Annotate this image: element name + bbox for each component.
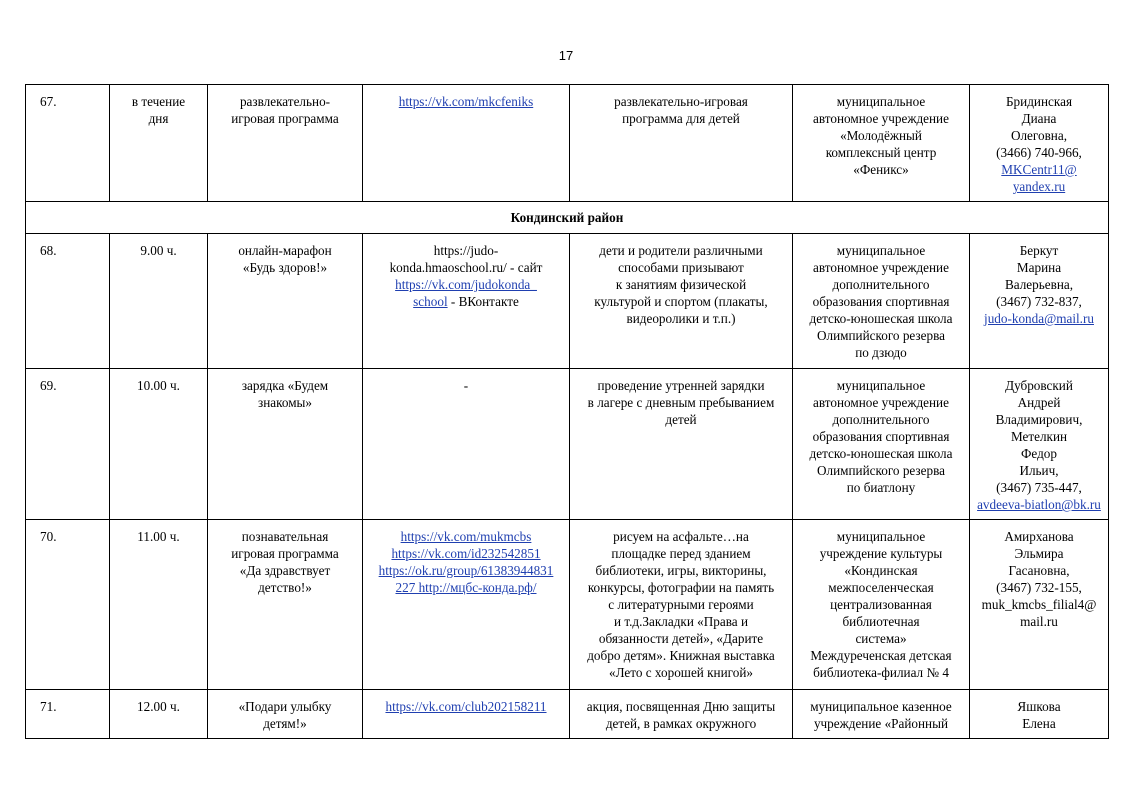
text-fragment: Дубровский: [1005, 378, 1073, 393]
contact-line: [976, 545, 1102, 562]
text-fragment: (3466) 740-966,: [996, 145, 1082, 160]
description-line: добро детям». Книжная выставка: [587, 648, 775, 663]
organization-cell: [793, 234, 970, 369]
description-line: проведение утренней зарядки: [597, 378, 765, 393]
organization-line: библиотечная: [842, 614, 920, 629]
contact-line: [976, 144, 1102, 161]
text-fragment: Гасановна,: [1008, 563, 1070, 578]
organization-line: комплексный центр: [825, 145, 937, 160]
table-row: [26, 690, 1109, 739]
table-row: [26, 520, 1109, 690]
text-fragment: - ВКонтакте: [447, 294, 519, 309]
description-line: с литературными героями: [608, 597, 754, 612]
text-fragment: Ильич,: [1019, 463, 1059, 478]
description-cell: [570, 234, 793, 369]
time-cell: [110, 369, 208, 520]
link-line[interactable]: [369, 528, 563, 545]
format-line: игровая программа: [231, 546, 339, 561]
hyperlink[interactable]: https://vk.com/id232542851: [391, 546, 541, 561]
organization-cell: [793, 85, 970, 202]
contact-line: [976, 479, 1102, 496]
format-line: развлекательно-: [239, 94, 331, 109]
table-row: [26, 234, 1109, 369]
link-line: [369, 259, 563, 276]
contact-cell: [970, 85, 1109, 202]
time-line: 9.00 ч.: [140, 243, 177, 258]
link-line[interactable]: [369, 698, 563, 715]
link-cell: [363, 85, 570, 202]
hyperlink[interactable]: https://vk.com/mkcfeniks: [398, 94, 534, 109]
contact-line: [976, 428, 1102, 445]
description-cell: [570, 85, 793, 202]
text-fragment: Валерьевна,: [1004, 277, 1074, 292]
contact-line: [976, 293, 1102, 310]
format-line: игровая программа: [231, 111, 339, 126]
link-cell: [363, 520, 570, 690]
text-fragment: Андрей: [1017, 395, 1061, 410]
organization-line: муниципальное: [836, 94, 926, 109]
format-line: детям!»: [263, 716, 307, 731]
text-fragment: Владимирович,: [995, 412, 1083, 427]
description-line: культурой и спортом (плакаты,: [594, 294, 768, 309]
organization-line: система»: [855, 631, 907, 646]
section-title: Кондинский район: [26, 202, 1109, 234]
contact-line: [976, 528, 1102, 545]
text-fragment: -: [463, 378, 469, 393]
time-line: в течение: [131, 94, 186, 109]
text-fragment: Яшкова: [1017, 699, 1061, 714]
contact-line: [976, 377, 1102, 394]
contact-line: [976, 698, 1102, 715]
contact-line: [976, 259, 1102, 276]
time-cell: [110, 234, 208, 369]
organization-line: автономное учреждение: [813, 260, 949, 275]
description-line: дети и родители различными: [599, 243, 763, 258]
organization-line: учреждение культуры: [819, 546, 943, 561]
link-line[interactable]: [369, 579, 563, 596]
organization-line: учреждение «Районный: [813, 716, 949, 731]
contact-line[interactable]: [976, 310, 1102, 327]
time-cell: [110, 690, 208, 739]
text-fragment: muk_kmcbs_filial4@: [981, 597, 1097, 612]
text-fragment: Эльмира: [1014, 546, 1064, 561]
link-line[interactable]: [369, 293, 563, 310]
format-cell: [208, 369, 363, 520]
text-fragment: Бридинская: [1005, 94, 1073, 109]
format-line: детство!»: [258, 580, 312, 595]
description-cell: [570, 520, 793, 690]
link-line: [369, 377, 563, 394]
contact-line: [976, 110, 1102, 127]
organization-cell: [793, 520, 970, 690]
text-fragment: Марина: [1016, 260, 1062, 275]
organization-line: дополнительного: [832, 412, 930, 427]
organization-line: библиотека-филиал № 4: [813, 665, 949, 680]
description-cell: [570, 690, 793, 739]
page-number: 17: [558, 48, 574, 63]
time-line: дня: [148, 111, 169, 126]
format-line: «Да здравствует: [239, 563, 331, 578]
text-fragment: https://judo-: [433, 243, 499, 258]
text-fragment: Олеговна,: [1010, 128, 1068, 143]
description-line: детей: [665, 412, 697, 427]
organization-line: детско-юношеская школа: [809, 311, 953, 326]
description-line: детей, в рамках окружного: [605, 716, 757, 731]
description-line: обязанности детей», «Дарите: [598, 631, 764, 646]
organization-cell: [793, 690, 970, 739]
time-line: 10.00 ч.: [137, 378, 180, 393]
text-fragment: Федор: [1021, 446, 1057, 461]
organization-line: автономное учреждение: [813, 395, 949, 410]
description-line: площадке перед зданием: [611, 546, 751, 561]
link-cell: [363, 234, 570, 369]
organization-line: детско-юношеская школа: [809, 446, 953, 461]
time-line: 12.00 ч.: [137, 699, 180, 714]
organization-cell: [793, 369, 970, 520]
organization-line: «Феникс»: [853, 162, 909, 177]
text-fragment: (3467) 732-837,: [996, 294, 1082, 309]
description-line: рисуем на асфальте…на: [613, 529, 749, 544]
contact-line: [976, 462, 1102, 479]
format-line: онлайн-марафон: [238, 243, 332, 258]
contact-line: [976, 411, 1102, 428]
events-table: [25, 84, 1109, 739]
organization-line: Олимпийского резерва: [816, 328, 945, 343]
link-line[interactable]: [369, 562, 563, 579]
organization-line: муниципальное: [836, 243, 926, 258]
organization-line: межпоселенческая: [828, 580, 934, 595]
contact-line: [976, 276, 1102, 293]
description-line: «Лето с хорошей книгой»: [608, 665, 753, 680]
description-line: способами призывают: [618, 260, 744, 275]
contact-line: [976, 242, 1102, 259]
contact-line: [976, 715, 1102, 732]
description-line: к занятиям физической: [615, 277, 747, 292]
contact-line[interactable]: [976, 178, 1102, 195]
link-line[interactable]: [369, 545, 563, 562]
contact-cell: [970, 369, 1109, 520]
format-cell: [208, 85, 363, 202]
description-line: программа для детей: [622, 111, 740, 126]
hyperlink[interactable]: https://vk.com/judokonda_: [395, 277, 537, 292]
text-fragment: (3467) 735-447,: [996, 480, 1082, 495]
row-number: 70.: [26, 520, 110, 690]
format-cell: [208, 520, 363, 690]
link-line[interactable]: [369, 276, 563, 293]
hyperlink[interactable]: judo-konda@mail.ru: [984, 311, 1094, 326]
row-number: 71.: [26, 690, 110, 739]
link-cell: [363, 369, 570, 520]
organization-line: автономное учреждение: [813, 111, 949, 126]
organization-line: Олимпийского резерва: [816, 463, 945, 478]
row-number: 68.: [26, 234, 110, 369]
description-line: конкурсы, фотографии на память: [587, 580, 775, 595]
contact-line: [976, 562, 1102, 579]
hyperlink[interactable]: https://ok.ru/group/61383944831: [378, 563, 554, 578]
format-cell: [208, 690, 363, 739]
table-row: [26, 85, 1109, 202]
contact-line[interactable]: [976, 161, 1102, 178]
text-fragment: mail.ru: [1020, 614, 1058, 629]
hyperlink[interactable]: school: [413, 294, 448, 309]
description-line: развлекательно-игровая: [614, 94, 748, 109]
format-line: знакомы»: [258, 395, 312, 410]
contact-line[interactable]: [976, 496, 1102, 513]
hyperlink[interactable]: https://vk.com/mukmcbs: [400, 529, 532, 544]
contact-cell: [970, 520, 1109, 690]
description-line: библиотеки, игры, викторины,: [595, 563, 767, 578]
description-line: и т.д.Закладки «Права и: [613, 614, 749, 629]
organization-line: «Молодёжный: [840, 128, 922, 143]
organization-line: образования спортивная: [812, 294, 950, 309]
time-cell: [110, 520, 208, 690]
row-number: 69.: [26, 369, 110, 520]
description-line: акция, посвященная Дню защиты: [586, 699, 776, 714]
hyperlink[interactable]: https://vk.com/club202158211: [385, 699, 547, 714]
organization-line: по биатлону: [846, 480, 916, 495]
link-cell: [363, 690, 570, 739]
time-line: 11.00 ч.: [137, 529, 180, 544]
format-line: «Будь здоров!»: [242, 260, 328, 275]
contact-line: [976, 445, 1102, 462]
contact-line: [976, 613, 1102, 630]
hyperlink[interactable]: 227 http://мцбс-конда.рф/: [395, 580, 537, 595]
text-fragment: Елена: [1022, 716, 1056, 731]
organization-line: муниципальное казенное: [810, 699, 952, 714]
description-line: в лагере с дневным пребыванием: [587, 395, 775, 410]
organization-line: Междуреченская детская: [810, 648, 952, 663]
contact-cell: [970, 690, 1109, 739]
contact-line: [976, 93, 1102, 110]
format-line: «Подари улыбку: [238, 699, 332, 714]
contact-line: [976, 596, 1102, 613]
contact-cell: [970, 234, 1109, 369]
text-fragment: Метелкин: [1010, 429, 1068, 444]
organization-line: «Кондинская: [844, 563, 918, 578]
text-fragment: konda.hmaoschool.ru/ - сайт: [389, 260, 543, 275]
time-cell: [110, 85, 208, 202]
organization-line: муниципальное: [836, 378, 926, 393]
format-cell: [208, 234, 363, 369]
text-fragment: Амирханова: [1004, 529, 1074, 544]
organization-line: муниципальное: [836, 529, 926, 544]
text-fragment: Беркут: [1019, 243, 1059, 258]
organization-line: по дзюдо: [855, 345, 907, 360]
text-fragment: Диана: [1021, 111, 1057, 126]
hyperlink[interactable]: yandex.ru: [1012, 179, 1066, 194]
text-fragment: (3467) 732-155,: [996, 580, 1082, 595]
format-line: познавательная: [241, 529, 329, 544]
row-number: 67.: [26, 85, 110, 202]
format-line: зарядка «Будем: [241, 378, 329, 393]
description-line: видеоролики и т.п.): [626, 311, 736, 326]
hyperlink[interactable]: avdeeva-biatlon@bk.ru: [977, 497, 1101, 512]
link-line: [369, 242, 563, 259]
table-row: [26, 369, 1109, 520]
section-header-row: [26, 202, 1109, 234]
organization-line: централизованная: [830, 597, 932, 612]
hyperlink[interactable]: MKCentr11@: [1001, 162, 1077, 177]
contact-line: [976, 394, 1102, 411]
link-line[interactable]: [369, 93, 563, 110]
description-cell: [570, 369, 793, 520]
contact-line: [976, 579, 1102, 596]
organization-line: дополнительного: [832, 277, 930, 292]
contact-line: [976, 127, 1102, 144]
organization-line: образования спортивная: [812, 429, 950, 444]
